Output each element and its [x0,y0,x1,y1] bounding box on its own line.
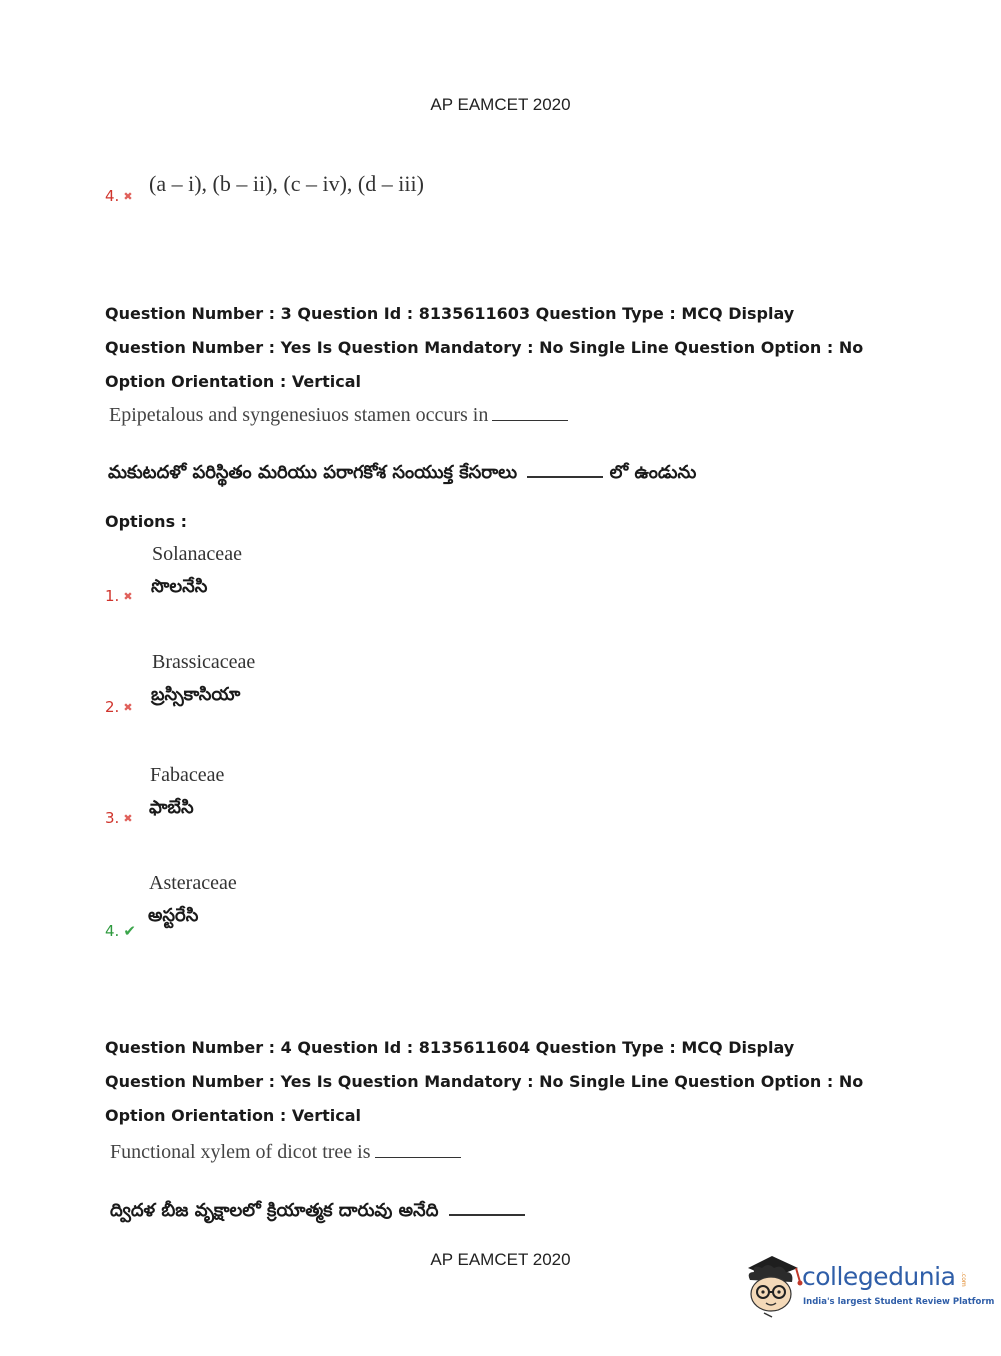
option-1-telugu: సొలనేసి [151,576,208,597]
options-label: Options : [105,512,188,531]
option-1-number-label: 1. [105,587,120,605]
question-3-meta: Question Number : 3 Question Id : 8135611603 Question Type : MCQ Display Question Number : Yes Is Question Mandatory : No Single Line Question Option : No Option Orientation : Vertical [105,304,864,391]
logo-wordmark: collegedunia [802,1262,956,1291]
question-4-english [110,1141,461,1164]
prev-option-number-label: 4. [105,187,120,205]
question-3-telugu-before: మకుటదళో పరిస్థితం మరియు పరాగకోశ సంయుక్త కేసరాలు [108,462,518,483]
question-4-english-text: Functional xylem of dicot tree is [110,1141,371,1163]
option-1-english: Solanaceae [152,543,242,565]
prev-option-text: (a – i), (b – ii), (c – iv), (d – iii) [149,171,424,196]
option-1-number [105,587,133,605]
collegedunia-logo [742,1250,995,1320]
option-2-english: Brassicaceae [152,651,256,673]
logo-suffix: .com [960,1272,967,1287]
prev-option-number [105,187,133,205]
correct-check-icon: ✔ [123,922,136,940]
logo-tagline: India's largest Student Review Platform [803,1297,995,1307]
option-3-number-label: 3. [105,809,120,827]
option-3-english: Fabaceae [150,764,225,786]
answer-blank [449,1214,525,1216]
question-4-meta: Question Number : 4 Question Id : 8135611604 Question Type : MCQ Display Question Number : Yes Is Question Mandatory : No Single Line Question Option : No Option Orientation : Vertical [105,1038,864,1125]
question-3-telugu-after: లో ఉండును [609,462,697,483]
question-3-english [109,404,568,427]
question-3-english-text: Epipetalous and syngenesiuos stamen occurs in [109,404,489,426]
option-4-number [105,922,136,940]
option-3-number [105,809,133,827]
answer-blank [492,420,568,421]
question-3-telugu [108,462,696,487]
answer-blank [375,1157,461,1158]
option-3-telugu: ఫాబేసి [149,797,194,818]
question-4-telugu-text: ద్విదళ బీజ వృక్షాలలో క్రియాత్మక దారువు అనేది [110,1200,439,1221]
wrong-mark-icon: ✖ [123,812,133,825]
wrong-mark-icon: ✖ [123,190,133,203]
page-footer-title: AP EAMCET 2020 [430,1250,571,1269]
answer-blank [527,476,603,478]
option-4-telugu: అస్టరేసి [148,905,199,926]
option-2-number [105,698,133,716]
page-header-title: AP EAMCET 2020 [430,95,571,114]
mascot-icon [742,1250,804,1320]
option-4-english: Asteraceae [149,872,237,894]
option-2-telugu: బ్రస్సికాసియా [151,684,241,705]
option-4-number-label: 4. [105,922,120,940]
question-4-telugu [110,1200,525,1225]
wrong-mark-icon: ✖ [123,590,133,603]
option-2-number-label: 2. [105,698,120,716]
wrong-mark-icon: ✖ [123,701,133,714]
